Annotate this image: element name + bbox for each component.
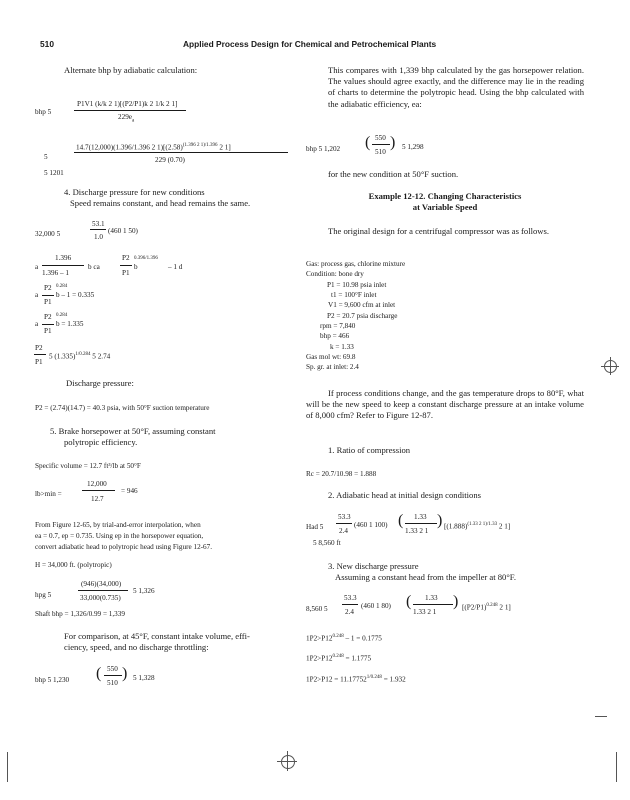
design-v1: V1 = 9,600 cfm at inlet [328,301,396,309]
eq5-tail: – 1 d [168,263,183,271]
design-gas: Gas: process gas, chlorine mixture [306,260,406,268]
bhp2-numerator: 550 [107,665,118,673]
eq6-tail: b – 1 = 0.335 [56,291,95,299]
eq9-lhs: 8,560 5 [306,605,328,613]
eq5-p2: P2 [122,254,130,262]
design-spgr: Sp. gr. at inlet: 2.4 [306,363,359,371]
new-condition-line: for the new condition at 50°F suction. [328,169,459,179]
had-f1-denominator: 2.4 [339,527,348,535]
eq1-denominator: $229e_a$ [118,113,135,124]
para-compare: This compares with 1,339 bhp calculated by the gas horsepower relation. The values should agree exactly, and the difference may lie in the reading of charts to determine the polytropic head. Using the bhp calculated with the adiabatic efficiency, ea: [328,65,584,109]
eq2-numerator: 14.7(12,000)(1.396/1.396 2 $1)[(2.58)^{(1.396 2 1)/1.396}$ 2 1] [76,143,231,152]
eq6-bar [42,295,54,296]
eq7-a: a [35,320,39,328]
had-result: 5 8,560 ft [313,539,341,547]
rc-line: Rc = 20.7/10.98 = 1.888 [306,470,377,478]
had-f1-bar [336,523,352,524]
design-condition: Condition: bone dry [306,270,364,278]
eq3: 5 1201 [44,169,64,177]
eq7-tail: b = 1.335 [56,320,84,328]
eq9-f1-numerator: 53.3 [344,594,357,602]
design-rpm: rpm = 7,840 [320,322,356,330]
example-title-line2: at Variable Speed [412,202,478,212]
compare-line1: For comparison, at 45°F, constant intake volume, effi- [64,631,250,641]
fig-line2: ea = 0.7, ep = 0.735. Using ep in the horsepower equation, [35,532,204,540]
design-k: k = 1.33 [330,343,354,351]
eq9-left-paren: ( [406,593,412,610]
compare-line2: ciency, speed, and no discharge throttling: [64,642,209,652]
eq7-p2: P2 [44,313,52,321]
eq1-numerator: P1V1 (k/k 2 1)[(P2/P1)k 2 1/k 2 1] [77,100,178,108]
eq4-fraction-bar [90,229,106,230]
eq2-prefix: 5 [44,153,48,161]
had-lhs: Had 5 [306,523,324,531]
item1-ratio: 1. Ratio of compression [328,445,411,455]
para-process-change: If process conditions change, and the gas temperature drops to 80°F, what will be the new speed to keep a constant discharge pressure at an intake volume of 8,000 cfm? Refer to Figure 12-87. [306,388,584,421]
registration-circle-bottom [281,755,295,769]
bhp2-rhs: 5 1,328 [133,674,155,682]
bhp2-denominator: 510 [107,679,118,687]
bhp2-right-paren: ) [122,665,128,682]
para-original-design: The original design for a centrifugal compressor was as follows. [328,226,549,236]
eq8-p2: P2 [35,344,43,352]
eq4-denominator: 1.0 [94,233,103,241]
bhp3-right-paren: ) [390,134,396,151]
eq9-middle: (460 1 80) [361,602,391,610]
design-p2: P2 = 20.7 psia discharge [327,312,398,320]
eq5-denominator: 1.396 – 1 [42,269,69,277]
eq7-bar [42,324,54,325]
eq11: $1P2>P12^{0.248} = 1.1775$ [306,654,372,663]
bhp3-denominator: 510 [375,148,386,156]
eq1-fraction-bar [74,110,186,111]
eq5-inner-bar [120,265,132,266]
eq8-bar [34,354,46,355]
registration-circle-right [604,360,617,373]
bhp3-numerator: 550 [375,134,386,142]
lbmin-denominator: 12.7 [91,495,104,503]
discharge-pressure-label: Discharge pressure: [66,378,134,388]
eq9-tail: [$(P2/P1)^{0.248}$ 2 1] [462,603,511,612]
eq9-f2-numerator: 1.33 [425,594,438,602]
bhp3-bar [372,144,390,145]
eq7-p1: P1 [44,327,52,335]
eq5-b2: b [134,263,138,271]
eq5-numerator: 1.396 [55,254,72,262]
had-f2-bar [405,523,437,524]
design-bhp: bhp = 466 [320,332,350,340]
crop-mark-right [616,752,617,782]
lbmin-numerator: 12,000 [87,480,107,488]
h-polytropic: H = 34,000 ft. (polytropic) [35,561,112,569]
eq4-rhs: (460 1 50) [108,227,138,235]
eq4-numerator: 53.1 [92,220,105,228]
p2-result-line: P2 = (2.74)(14.7) = 40.3 psia, with 50°F suction temperature [35,404,210,412]
page-number: 510 [40,39,54,49]
bhp3-lhs: bhp 5 1,202 [306,145,341,153]
eq5-fraction-bar [42,265,84,266]
eq9-f1-bar [342,604,358,605]
bhp2-left-paren: ( [96,665,102,682]
item3-new-discharge: 3. New discharge pressure [328,561,419,571]
had-left-paren: ( [398,512,404,529]
item5-line2: polytropic efficiency. [64,437,138,447]
had-f1-numerator: 53.3 [338,513,351,521]
hpg-numerator: (946)(34,000) [81,580,122,588]
lbmin-bar [82,490,115,491]
lbmin-rhs: = 946 [121,487,138,495]
shaft-bhp: Shaft bhp = 1,326/0.99 = 1,339 [35,610,125,618]
eq2-fraction-bar [74,152,288,153]
crop-mark-right-upper [595,716,607,717]
alt-bhp-title: Alternate bhp by adiabatic calculation: [64,65,198,75]
eq6-a: a [35,291,39,299]
had-tail: [$(1.888)^{(1.33 2 1)/1.33}$ 2 1] [444,522,511,531]
bhp3-rhs: 5 1,298 [402,143,424,151]
eq5-exponent: 0.396/1.396 [134,256,158,261]
eq6-exponent: 0.284 [56,284,68,289]
crop-mark-left [7,752,8,782]
item4-sub: Speed remains constant, and head remains the same. [70,198,251,208]
bhp3-left-paren: ( [365,134,371,151]
design-p1: P1 = 10.98 psia inlet [327,281,387,289]
lbmin-lhs: lb>min = [35,490,62,498]
design-molwt: Gas mol wt: 69.8 [306,353,356,361]
eq9-f1-denominator: 2.4 [345,608,354,616]
eq6-p1: P1 [44,298,52,306]
eq12: $1P2>P12 = 11.17752^{1/0.248} = 1.932$ [306,675,406,684]
had-f2-numerator: 1.33 [414,513,427,521]
eq10: $1P2>P12^{0.248} - 1 = 0.1775$ [306,634,382,643]
eq8-p1: P1 [35,358,43,366]
had-right-paren: ) [437,512,443,529]
example-title-line1: Example 12-12. Changing Characteristics [368,191,522,201]
hpg-rhs: 5 1,326 [133,587,155,595]
eq5-p1: P1 [122,269,130,277]
fig-line3: convert adiabatic head to polytropic head using Figure 12-67. [35,543,213,551]
eq8-rhs: 5 $(1.335)^{1/0.284}$ 5 2.74 [49,352,111,361]
item5-line1: 5. Brake horsepower at 50°F, assuming constant [50,426,216,436]
eq6-p2: P2 [44,284,52,292]
eq5-a: a [35,263,39,271]
eq9-f2-denominator: 1.33 2 1 [413,608,437,616]
fig-line1: From Figure 12-65, by trial-and-error interpolation, when [35,521,201,529]
hpg-denominator: 33,000(0.735) [80,594,121,602]
item2-adiabatic-head: 2. Adiabatic head at initial design conditions [328,490,481,500]
eq9-f2-bar [413,604,453,605]
running-title: Applied Process Design for Chemical and Petrochemical Plants [183,39,437,49]
had-f2-denominator: 1.33 2 1 [405,527,429,535]
item4-title: 4. Discharge pressure for new conditions [64,187,205,197]
hpg-bar [78,590,128,591]
item3-sub: Assuming a constant head from the impeller at 80°F. [335,572,517,582]
design-t1: t1 = 100°F inlet [331,291,377,299]
hpg-lhs: hpg 5 [35,591,52,599]
specific-volume: Specific volume = 12.7 ft³/lb at 50°F [35,462,141,470]
bhp2-bar [104,675,122,676]
had-middle: (460 1 100) [354,521,388,529]
eq4-lhs: 32,000 5 [35,230,61,238]
eq9-right-paren: ) [453,593,459,610]
bhp2-lhs: bhp 5 1,230 [35,676,70,684]
eq1-lhs: bhp 5 [35,108,52,116]
eq2-denominator: 229 (0.70) [155,156,185,164]
eq5-b: b ca [88,263,100,271]
eq7-exponent: 0.284 [56,313,68,318]
